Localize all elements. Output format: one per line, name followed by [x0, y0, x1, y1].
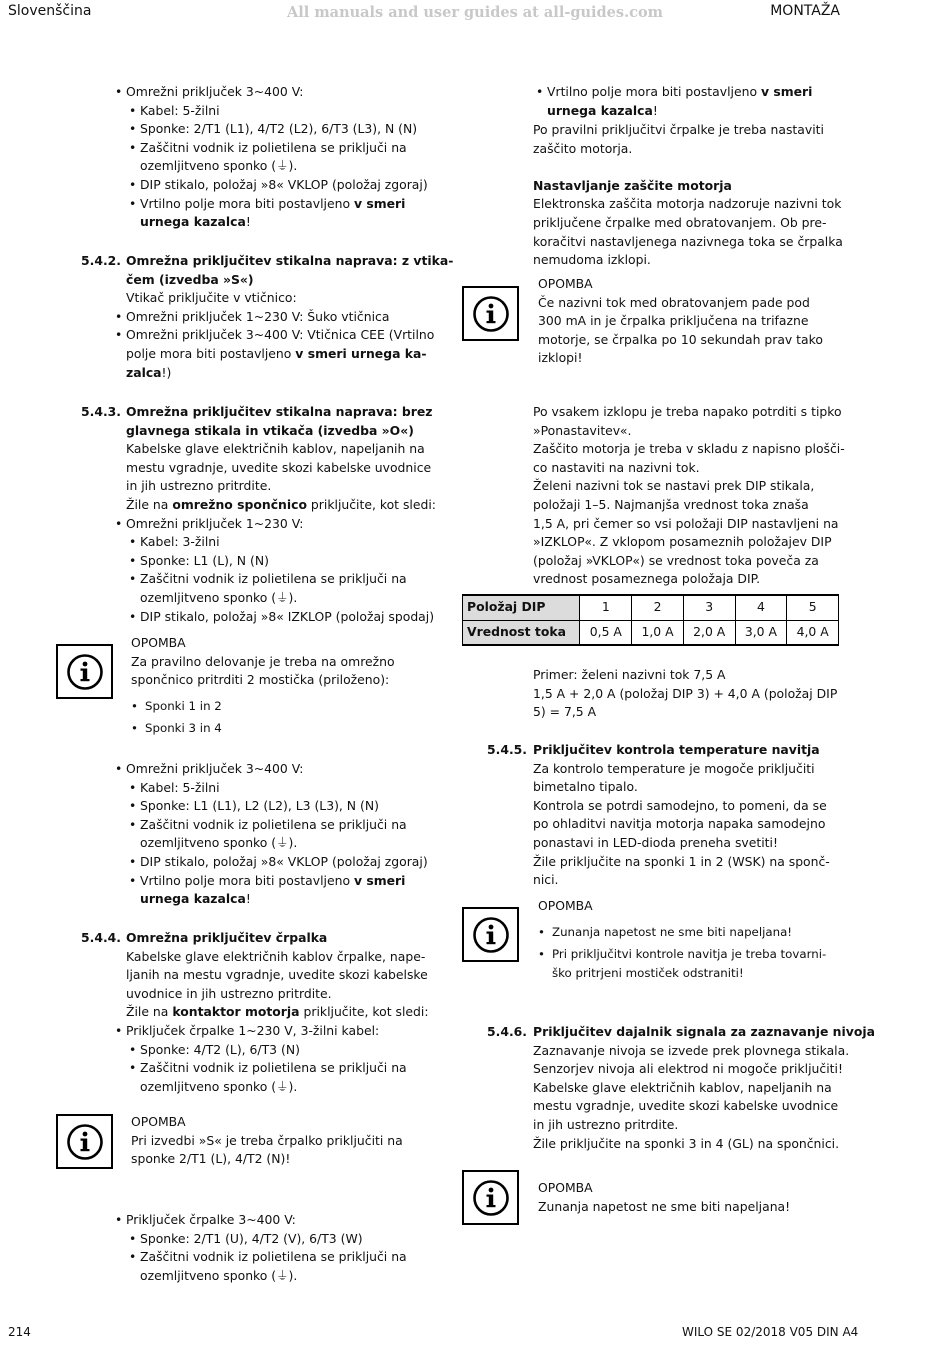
- subsection-title: Nastavljanje zaščite motorja: [533, 177, 732, 193]
- list-item: • Omrežni priključek 1~230 V: Šuko vtičnica: [115, 308, 453, 327]
- paragraph: Žile na kontaktor motorja priključite, kot sledi:: [126, 1004, 429, 1020]
- info-icon: [462, 907, 519, 962]
- note-list: [131, 695, 222, 739]
- note-title: OPOMBA: [131, 635, 186, 650]
- paragraph: nici.: [533, 872, 559, 888]
- table-cell: 5: [787, 595, 839, 620]
- note-text: motorje, se črpalka po 10 sekundah prav tako: [538, 331, 823, 347]
- list-item: • DIP stikalo, položaj »8« IZKLOP (položaj spodaj): [115, 608, 436, 627]
- paragraph: mestu vgradnje, uvedite skozi kabelske uvodnice: [533, 1098, 839, 1114]
- paragraph: Po vsakem izklopu je treba napako potrditi s tipko: [533, 404, 842, 419]
- paragraph: ponastavi in LED-dioda preneha svetiti!: [533, 834, 778, 850]
- section-5-4-6: [533, 1023, 875, 1153]
- list-item: • Omrežni priključek 3~400 V: Vtičnica CEE (Vrtilno: [115, 326, 453, 345]
- list-item-cont: ozemljitveno sponko (⏚).: [140, 1267, 298, 1283]
- list-item-cont: ozemljitveno sponko (⏚).: [140, 158, 298, 174]
- info-icon: [462, 1170, 519, 1225]
- paragraph: nemudoma izklopi.: [533, 252, 651, 268]
- section-title: Omrežna priključitev stikalna naprava: brez: [126, 404, 433, 419]
- list-item-cont: ozemljitveno sponko (⏚).: [140, 835, 298, 851]
- paragraph: Zaščito motorja je treba v skladu z napisno plošči-: [533, 441, 845, 457]
- list-item-cont: urnega kazalca!: [547, 102, 658, 118]
- note-5-4-4: [131, 1113, 403, 1169]
- section-5-4-5: [533, 741, 830, 890]
- note-motor-protection: [538, 275, 823, 368]
- section-number: 5.4.3.: [81, 404, 121, 419]
- section-title: Priključitev dajalnik signala za zaznavanje nivoja: [533, 1024, 875, 1039]
- paragraph: 1,5 A, pri čemer so vsi položaji DIP nastavljeni na: [533, 515, 839, 531]
- section-number: 5.4.5.: [487, 742, 527, 757]
- table-cell: 1: [580, 595, 632, 620]
- section-title: Omrežna priključitev stikalna naprava: z vtika-: [126, 253, 454, 268]
- dip-table: [462, 594, 839, 646]
- list-item: • Kabel: 5-žilni: [115, 779, 428, 798]
- note-title: OPOMBA: [131, 1114, 186, 1129]
- list-item: • DIP stikalo, položaj »8« VKLOP (položaj zgoraj): [115, 176, 428, 195]
- page-number: 214: [8, 1325, 31, 1339]
- list-item: • DIP stikalo, položaj »8« VKLOP (položaj zgoraj): [115, 853, 428, 872]
- section-number: 5.4.2.: [81, 253, 121, 268]
- paragraph: in jih ustrezno pritrdite.: [533, 1116, 679, 1132]
- note-5-4-6: [538, 1179, 790, 1216]
- paragraph: co nastaviti na nazivni tok.: [533, 459, 700, 475]
- note-list: [538, 923, 826, 983]
- note-text: Pri izvedbi »S« je treba črpalko priključiti na: [131, 1132, 403, 1148]
- note-5-4-5: [538, 897, 593, 916]
- paragraph: mestu vgradnje, uvedite skozi kabelske uvodnice: [126, 459, 432, 475]
- list-item: • Vrtilno polje mora biti postavljeno v smeri: [115, 872, 428, 891]
- left-block-3x400: [115, 760, 428, 909]
- example: [533, 666, 837, 722]
- list-item: • Vrtilno polje mora biti postavljeno v smeri: [115, 195, 428, 214]
- section-title: čem (izvedba »S«): [126, 271, 254, 287]
- table-cell: 1,0 A: [632, 620, 684, 645]
- paragraph: uvodnice in jih ustrezno pritrdite.: [126, 985, 332, 1001]
- paragraph: vrednost posameznega položaja DIP.: [533, 571, 761, 587]
- note-text: spončnico pritrditi 2 mostička (priloženo):: [131, 672, 390, 688]
- note-text: Zunanja napetost ne sme biti napeljana!: [538, 1198, 791, 1214]
- paragraph: položaji 1–5. Najmanjša vrednost toka znaša: [533, 496, 809, 512]
- paragraph: 1,5 A + 2,0 A (položaj DIP 3) + 4,0 A (položaj DIP: [533, 685, 838, 701]
- paragraph: priključene črpalke med obratovanjem. Ob pre-: [533, 214, 827, 230]
- list-item-cont: ozemljitveno sponko (⏚).: [140, 589, 298, 605]
- right-reset-text: [533, 403, 845, 589]
- paragraph: zaščito motorja.: [533, 140, 633, 156]
- list-item: • Zaščitni vodnik iz polietilena se priključi na: [115, 570, 436, 589]
- list-item: • Zunanja napetost ne sme biti napeljana!: [538, 923, 826, 942]
- note-text: 300 mA in je črpalka priključena na trifazne: [538, 313, 809, 329]
- list-item: • Sponke: 2/T1 (L1), 4/T2 (L2), 6/T3 (L3), N (N): [115, 120, 428, 139]
- note-text: sponke 2/T1 (L), 4/T2 (N)!: [131, 1151, 291, 1167]
- table-cell: 3,0 A: [735, 620, 787, 645]
- list-item: • Zaščitni vodnik iz polietilena se priključi na: [115, 139, 428, 158]
- left-block-1: [115, 83, 428, 232]
- paragraph: koračitvi nastavljenega nazivnega toka se črpalka: [533, 233, 843, 249]
- left-block-pump-3x400: [115, 1211, 407, 1285]
- paragraph: Želeni nazivni tok se nastavi prek DIP stikala,: [533, 478, 815, 494]
- paragraph: Kabelske glave električnih kablov, napeljanih na: [126, 441, 425, 457]
- paragraph: Vtikač priključite v vtičnico:: [126, 290, 297, 306]
- list-item: • Omrežni priključek 3~400 V:: [115, 83, 428, 102]
- paragraph: Žile priključite na sponki 1 in 2 (WSK) na sponč-: [533, 853, 830, 869]
- note-5-4-3: [131, 634, 395, 690]
- table-row: [463, 620, 839, 645]
- list-item: • Sponke: L1 (L), N (N): [115, 552, 436, 571]
- paragraph: Elektronska zaščita motorja nadzoruje nazivni tok: [533, 196, 842, 212]
- section-label: MONTAŽA: [770, 3, 840, 19]
- table-row-label: Vrednost toka: [463, 620, 580, 645]
- list-item: • Priključek črpalke 1~230 V, 3-žilni kabel:: [115, 1022, 429, 1041]
- note-title: OPOMBA: [538, 898, 593, 913]
- list-item: • Sponke: 4/T2 (L), 6/T3 (N): [115, 1041, 429, 1060]
- list-item: • Omrežni priključek 1~230 V:: [115, 515, 436, 534]
- paragraph: »Ponastavitev«.: [533, 422, 632, 438]
- right-intro: [533, 121, 843, 270]
- paragraph: ljanih na mestu vgradnje, uvedite skozi kabelske: [126, 967, 428, 983]
- paragraph: Po pravilni priključitvi črpalke je treba nastaviti: [533, 122, 824, 137]
- list-item-cont: urnega kazalca!: [140, 891, 251, 907]
- paragraph: Za kontrolo temperature je mogoče priključiti: [533, 760, 815, 776]
- list-item-cont: polje mora biti postavljeno v smeri urnega ka-: [126, 345, 427, 361]
- list-item-cont: ško pritrjeni mostiček odstraniti!: [552, 966, 744, 980]
- list-item: • Sponke: L1 (L1), L2 (L2), L3 (L3), N (N): [115, 797, 428, 816]
- note-text: izklopi!: [538, 350, 583, 366]
- paragraph: Zaznavanje nivoja se izvede prek plovnega stikala.: [533, 1042, 850, 1058]
- list-item: • Sponki 1 in 2: [131, 695, 222, 717]
- list-item-cont: urnega kazalca!: [140, 214, 251, 230]
- note-text: Če nazivni tok med obratovanjem pade pod: [538, 294, 810, 310]
- list-item: • Zaščitni vodnik iz polietilena se priključi na: [115, 1248, 407, 1267]
- paragraph: Kabelske glave električnih kablov, napeljanih na: [533, 1079, 832, 1095]
- paragraph: Kontrola se potrdi samodejno, to pomeni, da se: [533, 797, 827, 813]
- section-5-4-3: [115, 403, 436, 626]
- paragraph: 5) = 7,5 A: [533, 704, 597, 720]
- paragraph: in jih ustrezno pritrdite.: [126, 478, 272, 494]
- list-item: • Omrežni priključek 3~400 V:: [115, 760, 428, 779]
- table-cell: 0,5 A: [580, 620, 632, 645]
- table-cell: 2,0 A: [683, 620, 735, 645]
- document-id: WILO SE 02/2018 V05 DIN A4: [682, 1325, 859, 1339]
- list-item: • Sponke: 2/T1 (U), 4/T2 (V), 6/T3 (W): [115, 1230, 407, 1249]
- section-title: glavnega stikala in vtikača (izvedba »O«): [126, 422, 414, 438]
- paragraph: Kabelske glave električnih kablov črpalke, nape-: [126, 948, 426, 964]
- section-number: 5.4.6.: [487, 1024, 527, 1039]
- paragraph: Primer: želeni nazivni tok 7,5 A: [533, 667, 726, 682]
- watermark: All manuals and user guides at all-guides.com: [287, 4, 663, 21]
- table-cell: 2: [632, 595, 684, 620]
- section-5-4-2: [115, 252, 453, 382]
- note-title: OPOMBA: [538, 1180, 593, 1195]
- info-icon: [56, 1114, 113, 1169]
- list-item-cont: ozemljitveno sponko (⏚).: [140, 1078, 298, 1094]
- list-item: • Zaščitni vodnik iz polietilena se priključi na: [115, 1059, 429, 1078]
- paragraph: bimetalno tipalo.: [533, 779, 638, 795]
- section-5-4-4: [115, 929, 429, 1096]
- language-label: Slovenščina: [8, 3, 92, 19]
- list-item: • Pri priključitvi kontrole navitja je treba tovarni-: [538, 945, 826, 964]
- table-row: [463, 595, 839, 620]
- paragraph: Žile na omrežno spončnico priključite, kot sledi:: [126, 496, 436, 512]
- list-item: • Priključek črpalke 3~400 V:: [115, 1211, 407, 1230]
- note-text: Za pravilno delovanje je treba na omrežno: [131, 653, 395, 669]
- list-item: • Sponki 3 in 4: [131, 717, 222, 739]
- table-row-label: Položaj DIP: [463, 595, 580, 620]
- list-item-cont: zalca!): [126, 364, 172, 380]
- table-cell: 4: [735, 595, 787, 620]
- paragraph: (položaj »VKLOP«) se vrednost toka poveča za: [533, 552, 819, 568]
- section-number: 5.4.4.: [81, 930, 121, 945]
- paragraph: »IZKLOP«. Z vklopom posameznih položajev DIP: [533, 534, 832, 550]
- paragraph: Žile priključite na sponki 3 in 4 (GL) na spončnici.: [533, 1135, 840, 1151]
- info-icon: [462, 286, 519, 341]
- table-cell: 3: [683, 595, 735, 620]
- paragraph: po ohladitvi navitja motorja napaka samodejno: [533, 816, 826, 832]
- paragraph: Senzorjev nivoja ali elektrod ni mogoče priključiti!: [533, 1061, 843, 1077]
- section-title: Priključitev kontrola temperature navitja: [533, 742, 820, 757]
- list-item: • Zaščitni vodnik iz polietilena se priključi na: [115, 816, 428, 835]
- section-title: Omrežna priključitev črpalka: [126, 930, 328, 945]
- list-item: • Vrtilno polje mora biti postavljeno v smeri: [536, 83, 812, 102]
- info-icon: [56, 644, 113, 699]
- right-top: [536, 83, 812, 120]
- note-title: OPOMBA: [538, 276, 593, 291]
- list-item: • Kabel: 5-žilni: [115, 102, 428, 121]
- table-cell: 4,0 A: [787, 620, 839, 645]
- list-item: • Kabel: 3-žilni: [115, 533, 436, 552]
